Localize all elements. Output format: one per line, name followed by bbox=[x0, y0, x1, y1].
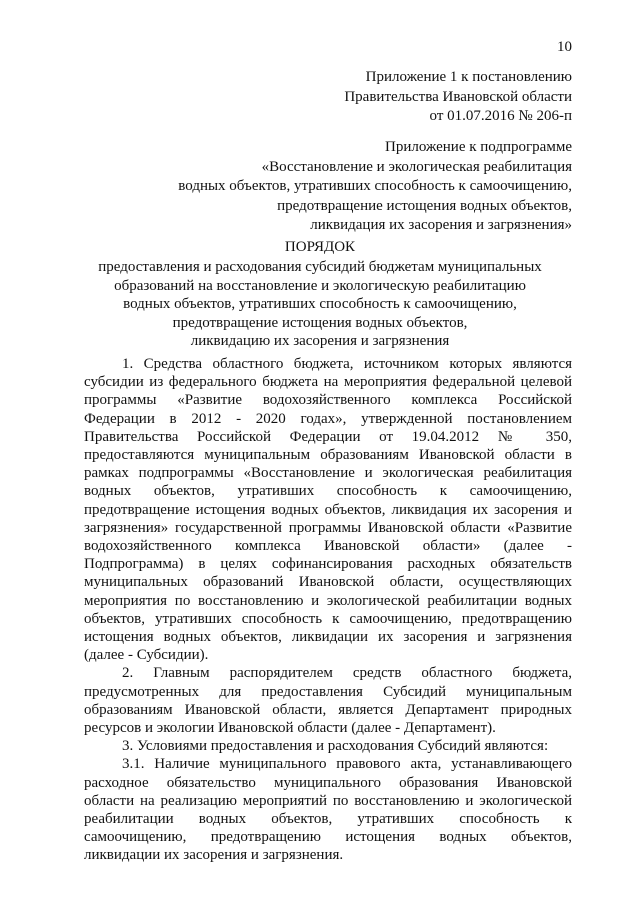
subtitle-line: предотвращение истощения водных объектов, bbox=[172, 314, 468, 331]
paragraph-line: рамках подпрограммы «Восстановление и экологическая реабилитация bbox=[84, 465, 572, 482]
paragraph bbox=[84, 664, 572, 737]
subprogram-line: Приложение к подпрограмме bbox=[384, 139, 572, 155]
paragraph bbox=[84, 355, 572, 664]
subprogram-line: ликвидация их засорения и загрязнения» bbox=[310, 217, 572, 233]
paragraph-line: предусмотренных для предоставления Субсидий муниципальным bbox=[84, 683, 572, 700]
paragraph-line: субсидии из федерального бюджета на мероприятия федеральной целевой bbox=[84, 374, 572, 391]
paragraph bbox=[84, 755, 572, 864]
subtitle-line: водных объектов, утративших способность к самоочищению, bbox=[123, 296, 517, 313]
paragraph-line: Подпрограмма) в целях софинансирования расходных обязательств bbox=[84, 556, 572, 573]
subprogram-line: «Восстановление и экологическая реабилитация bbox=[261, 158, 572, 175]
paragraph-line: 1. Средства областного бюджета, источником которых являются bbox=[122, 356, 572, 372]
document-subtitle bbox=[0, 258, 640, 351]
paragraph-line: водохозяйственного комплекса Ивановской области» (далее - bbox=[84, 538, 572, 555]
page-number: 10 bbox=[557, 39, 572, 55]
paragraph-line: муниципальных образований Ивановской области, осуществляющих bbox=[84, 574, 572, 591]
paragraph-line: самоочищению, предотвращению истощения водных объектов, bbox=[84, 829, 572, 846]
approval-line: Приложение 1 к постановлению bbox=[365, 69, 572, 85]
paragraph-line: Федерации в 2012 - 2020 годах», утвержденной постановлением bbox=[84, 410, 572, 427]
paragraph-line: истощения водных объектов, ликвидации их засорения и загрязнения bbox=[84, 629, 572, 646]
approval-line: от 01.07.2016 № 206-п bbox=[429, 108, 572, 124]
paragraph bbox=[84, 737, 572, 755]
subtitle-line: предоставления и расходования субсидий бюджетам муниципальных bbox=[98, 259, 542, 275]
paragraph-line: области на реализацию мероприятий по восстановлению и экологической bbox=[84, 792, 572, 809]
paragraph-line: ресурсов и экологии Ивановской области (далее - Департамент). bbox=[84, 720, 496, 737]
approval-header bbox=[344, 68, 572, 127]
paragraph-line: образованиям Ивановской области, является Департамент природных bbox=[84, 701, 572, 718]
paragraph-line: 3. Условиями предоставления и расходования Субсидий являются: bbox=[122, 738, 549, 755]
subtitle-line: образований на восстановление и экологическую реабилитацию bbox=[114, 277, 526, 294]
approval-line: Правительства Ивановской области bbox=[344, 88, 572, 105]
subprogram-line: предотвращение истощения водных объектов, bbox=[277, 197, 572, 214]
paragraph-line: ликвидации их засорения и загрязнения. bbox=[84, 847, 344, 864]
subtitle-line: ликвидацию их засорения и загрязнения bbox=[190, 333, 450, 350]
subprogram-line: водных объектов, утративших способность к самоочищению, bbox=[178, 178, 572, 194]
paragraph-line: реабилитации водных объектов, утративших способность к bbox=[84, 811, 572, 828]
paragraph-line: расходное обязательство муниципального образования Ивановской bbox=[84, 774, 572, 791]
paragraph-line: предоставляются муниципальным образованиям Ивановской области в bbox=[84, 447, 572, 464]
paragraph-line: (далее - Субсидии). bbox=[84, 647, 209, 664]
document-body bbox=[84, 355, 572, 865]
paragraph-line: загрязнения» государственной программы Ивановской области «Развитие bbox=[84, 519, 572, 536]
paragraph-line: 3.1. Наличие муниципального правового акта, устанавливающего bbox=[122, 756, 572, 773]
paragraph-line: мероприятия по восстановлению и экологической реабилитации водных bbox=[84, 592, 572, 609]
paragraph-line: водных объектов, утративших способность к самоочищению, bbox=[84, 483, 572, 500]
paragraph-line: 2. Главным распорядителем средств областного бюджета, bbox=[122, 665, 572, 682]
subprogram-reference bbox=[178, 138, 572, 236]
paragraph-line: объектов, утративших способность к самоочищению, предотвращению bbox=[84, 610, 572, 627]
paragraph-line: программы «Развитие водохозяйственного комплекса Российской bbox=[84, 392, 572, 409]
paragraph-line: предотвращение истощения водных объектов, ликвидация их засорения и bbox=[84, 501, 572, 518]
document-title: ПОРЯДОК bbox=[284, 239, 356, 255]
paragraph-line: Правительства Российской Федерации от 19.04.2012 № 350, bbox=[84, 428, 572, 445]
